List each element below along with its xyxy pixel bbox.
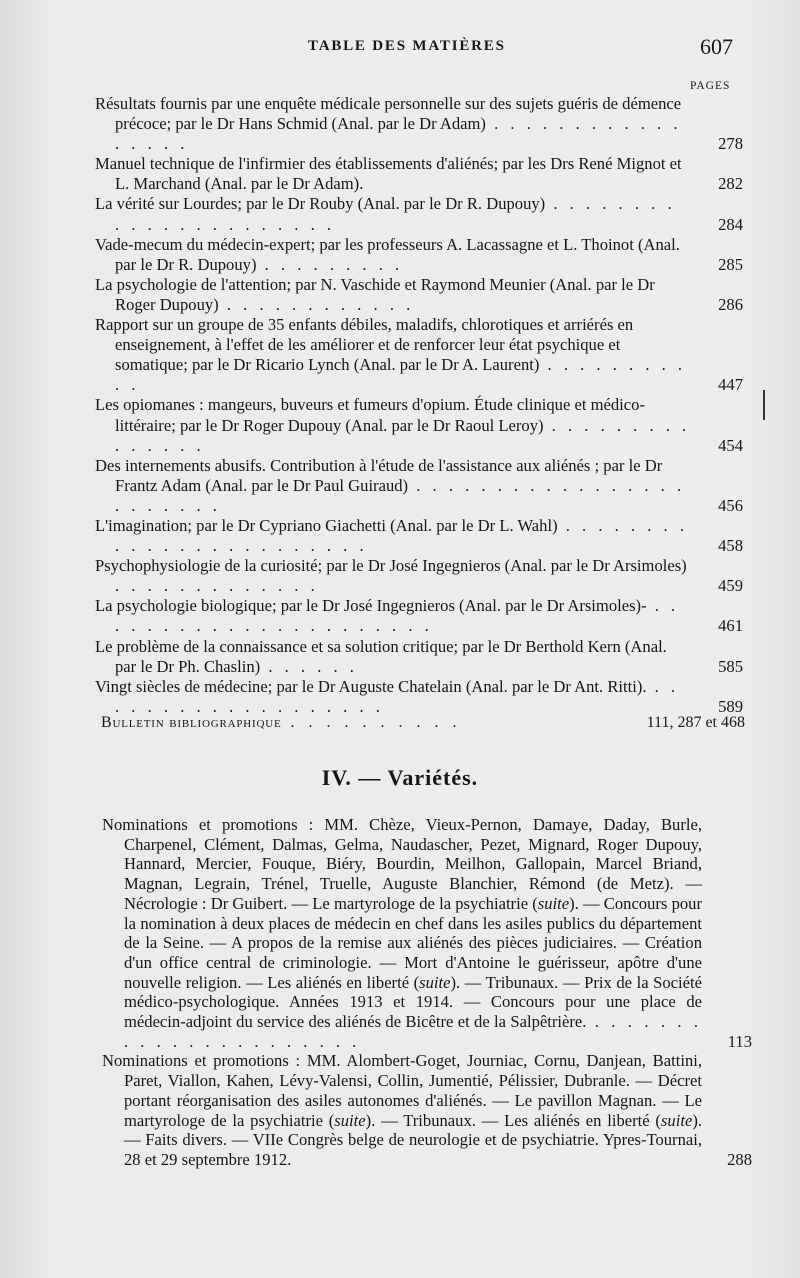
toc-entry-page: 454 <box>718 435 743 455</box>
table-of-contents <box>95 94 743 717</box>
section-heading: IV. — Variétés. <box>321 765 479 790</box>
pages-column-label: PAGES <box>690 80 731 92</box>
running-title: TABLE DES MATIÈRES <box>308 38 506 54</box>
toc-entry: Le problème de la connaissance et sa solution critique; par le Dr Berthold Kern (Anal. par le Dr Ph. Chaslin) . . . . . . 585 <box>95 636 743 676</box>
varietes-entry <box>102 1051 752 1169</box>
varietes-text: ). — Concours pour la nomination à deux places de médecin en chef dans les asiles publics du département de la Seine. — A propos de la remise aux aliénés des pièces judiciaires. — Création d'un office central de criminologie. — Mort d'Antoine le guérisseur, apôtre d'une nouvelle religion. — Les aliénés en liberté ( <box>124 893 702 992</box>
bulletin-line: Bulletin bibliographique . . . . . . . . . . 111, 287 et 468 <box>101 714 745 731</box>
varietes-italic: suite <box>334 1110 366 1130</box>
toc-entry: Vingt siècles de médecine; par le Dr Auguste Chatelain (Anal. par le Dr Ant. Ritti). . . . . . . . . . . . . . . . . . . . 589 <box>95 676 743 716</box>
varietes-page: 288 <box>727 1149 752 1169</box>
toc-entry-page: 458 <box>718 536 743 556</box>
varietes-entry: Nominations et promotions : MM. Chèze, Vieux-Pernon, Damaye, Daday, Burle, Charpenel, Clément, Dalmas, Gelma, Naudascher, Pezet, Mignard, Roger Dupouy, Hannard, Mercier, Fouque, Biéry, Bourdin, Meilhon, Gallopain, Marcel Briand, Magnan, Legrain, Trénel, Truelle, Auguste Blanchier, Rémond (de Metz). — Nécrologie : Dr Guibert. — Le martyrologe de la psychiatrie (suite). — Concours pour la nomination à deux places de médecin en chef dans les asiles publics du département de la Seine. — A propos de la remise aux aliénés des pièces judiciaires. — Création d'un office central de criminologie. — Mort d'Antoine le guérisseur, apôtre d'une nouvelle religion. — Les aliénés en liberté (suite). — Tribunaux. — Prix de la Société médico-psychologique. Années 1913 et 1914. — Concours pour une place de médecin-adjoint du service des aliénés de Bicêtre et de la Salpêtrière. . . . . . . . . . . . . . . . . . . . . . . 113 <box>102 815 752 1051</box>
toc-entry: La vérité sur Lourdes; par le Dr Rouby (Anal. par le Dr R. Dupouy) . . . . . . . . . . . . . . . . . . . . . . 284 <box>95 194 743 234</box>
page-number: 607 <box>700 34 733 59</box>
toc-entry-page: 459 <box>718 576 743 596</box>
toc-entry-text: Les opiomanes : mangeurs, buveurs et fumeurs d'opium. Étude clinique et médico-littéraire; par le Dr Roger Dupouy (Anal. par le Dr Raoul Leroy) <box>95 395 645 435</box>
toc-entry: Psychophysiologie de la curiosité; par le Dr José Ingegnieros (Anal. par le Dr Arsimoles) . . . . . . . . . . . . . 459 <box>95 556 743 596</box>
bulletin-label: Bulletin bibliographique <box>101 714 282 731</box>
varietes-page: 113 <box>727 1031 752 1051</box>
toc-entry <box>95 154 743 194</box>
toc-entry-text: Rapport sur un groupe de 35 enfants débiles, maladifs, chlorotiques et arriérés en enseignement, à l'effet de les améliorer et de renforcer leur état psychique et somatique; par le Dr Ricario Lynch (Anal. par le Dr A. Laurent) <box>95 315 634 375</box>
toc-entry: Résultats fournis par une enquête médicale personnelle sur des sujets guéris de démence précoce; par le Dr Hans Schmid (Anal. par le Dr Adam) . . . . . . . . . . . . . . . . . 278 <box>95 94 743 154</box>
toc-entry: Vade-mecum du médecin-expert; par les professeurs A. Lacassagne et L. Thoinot (Anal. par le Dr R. Dupouy) . . . . . . . . . 285 <box>95 234 743 274</box>
toc-entry-text: Psychophysiologie de la curiosité; par le Dr José Ingegnieros (Anal. par le Dr Arsimoles) <box>95 556 687 576</box>
toc-entry-text: Des internements abusifs. Contribution à l'étude de l'assistance aux aliénés ; par le Dr Frantz Adam (Anal. par le Dr Paul Guiraud) <box>95 455 663 495</box>
toc-entry: Les opiomanes : mangeurs, buveurs et fumeurs d'opium. Étude clinique et médico-littéraire; par le Dr Roger Dupouy (Anal. par le Dr Raoul Leroy) . . . . . . . . . . . . . . . 454 <box>95 395 743 455</box>
toc-entry: La psychologie de l'attention; par N. Vaschide et Raymond Meunier (Anal. par le Dr Roger Dupouy) . . . . . . . . . . . . 286 <box>95 274 743 314</box>
varietes-text: Nominations et promotions : MM. Alombert-Goget, Journiac, Cornu, Danjean, Battini, Paret, Viallon, Kahen, Lévy-Valensi, Collin, Jumentié, Pélissier, Dubranle. — Décret portant réorganisation des asiles autonomes d'aliénés. — Le pavillon Magnan. — Le martyrologe de la psychiatrie ( <box>102 1051 702 1130</box>
toc-entry-text: Le problème de la connaissance et sa solution critique; par le Dr Berthold Kern (Anal. par le Dr Ph. Chaslin) <box>95 636 667 676</box>
toc-entry: Rapport sur un groupe de 35 enfants débiles, maladifs, chlorotiques et arriérés en enseignement, à l'effet de les améliorer et de renforcer leur état psychique et somatique; par le Dr Ricario Lynch (Anal. par le Dr A. Laurent) . . . . . . . . . . . 447 <box>95 315 743 395</box>
toc-entry-page: 585 <box>718 656 743 676</box>
bulletin-pages: 111, 287 et 468 <box>646 714 745 731</box>
toc-entry-page: 286 <box>718 294 743 314</box>
toc-entry-page: 285 <box>718 254 743 274</box>
toc-entry-page: 589 <box>718 696 743 716</box>
toc-entry-page: 282 <box>718 174 743 194</box>
toc-entry-text: La psychologie biologique; par le Dr José Ingegnieros (Anal. par le Dr Arsimoles)- <box>95 596 647 616</box>
varietes-section <box>102 815 752 1170</box>
toc-entry: L'imagination; par le Dr Cypriano Giachetti (Anal. par le Dr L. Wahl) . . . . . . . . . . . . . . . . . . . . . . . . 458 <box>95 515 743 556</box>
toc-entry-text: Résultats fournis par une enquête médicale personnelle sur des sujets guéris de démence précoce; par le Dr Hans Schmid (Anal. par le Dr Adam) <box>95 94 682 134</box>
toc-entry-page: 284 <box>718 214 743 234</box>
varietes-italic: suite <box>660 1110 693 1130</box>
varietes-text: Nominations et promotions : MM. Chèze, Vieux-Pernon, Damaye, Daday, Burle, Charpenel, Clément, Dalmas, Gelma, Naudascher, Pezet, Mignard, Roger Dupouy, Hannard, Mercier, Fouque, Biéry, Bourdin, Meilhon, Gallopain, Marcel Briand, Magnan, Legrain, Trénel, Truelle, Auguste Blanchier, Rémond (de Metz). — Nécrologie : Dr Guibert. — Le martyrologe de la psychiatrie ( <box>102 815 702 913</box>
toc-entry: La psychologie biologique; par le Dr José Ingegnieros (Anal. par le Dr Arsimoles)- . . . . . . . . . . . . . . . . . . . . . . 461 <box>95 596 743 636</box>
toc-entry-page: 456 <box>718 495 743 515</box>
toc-entry: Des internements abusifs. Contribution à l'étude de l'assistance aux aliénés ; par le Dr Frantz Adam (Anal. par le Dr Paul Guiraud) . . . . . . . . . . . . . . . . . . . . . . . . 456 <box>95 455 743 515</box>
varietes-italic: suite <box>419 972 451 992</box>
varietes-text: ). — Tribunaux. — Prix de la Société médico-psychologique. Années 1913 et 1914. — Concours pour une place de médecin-adjoint du service des aliénés de Bicêtre et de la Salpêtrière. <box>124 972 702 1032</box>
toc-entry-page: 278 <box>718 134 743 154</box>
toc-entry-text: Vingt siècles de médecine; par le Dr Auguste Chatelain (Anal. par le Dr Ant. Ritti). <box>95 676 647 696</box>
varietes-text: ). — Faits divers. — VIIe Congrès belge de neurologie et de psychiatrie. Ypres-Tournai, 28 et 29 septembre 1912. <box>124 1110 702 1169</box>
running-header <box>0 36 800 62</box>
toc-entry-text: Vade-mecum du médecin-expert; par les professeurs A. Lacassagne et L. Thoinot (Anal. par le Dr R. Dupouy) <box>95 234 680 274</box>
margin-rule <box>763 390 765 420</box>
varietes-text: ). — Tribunaux. — Les aliénés en liberté ( <box>365 1110 661 1130</box>
toc-entry-text: La psychologie de l'attention; par N. Vaschide et Raymond Meunier (Anal. par le Dr Roger Dupouy) <box>95 274 655 314</box>
toc-entry-text: La vérité sur Lourdes; par le Dr Rouby (Anal. par le Dr R. Dupouy) <box>95 194 546 214</box>
toc-entry-text: Manuel technique de l'infirmier des établissements d'aliénés; par les Drs René Mignot et L. Marchand (Anal. par le Dr Adam). <box>95 154 682 194</box>
toc-entry-page: 447 <box>718 375 743 395</box>
toc-entry-page: 461 <box>718 616 743 636</box>
varietes-italic: suite <box>537 893 570 913</box>
toc-entry-text: L'imagination; par le Dr Cypriano Giachetti (Anal. par le Dr L. Wahl) <box>95 515 558 535</box>
